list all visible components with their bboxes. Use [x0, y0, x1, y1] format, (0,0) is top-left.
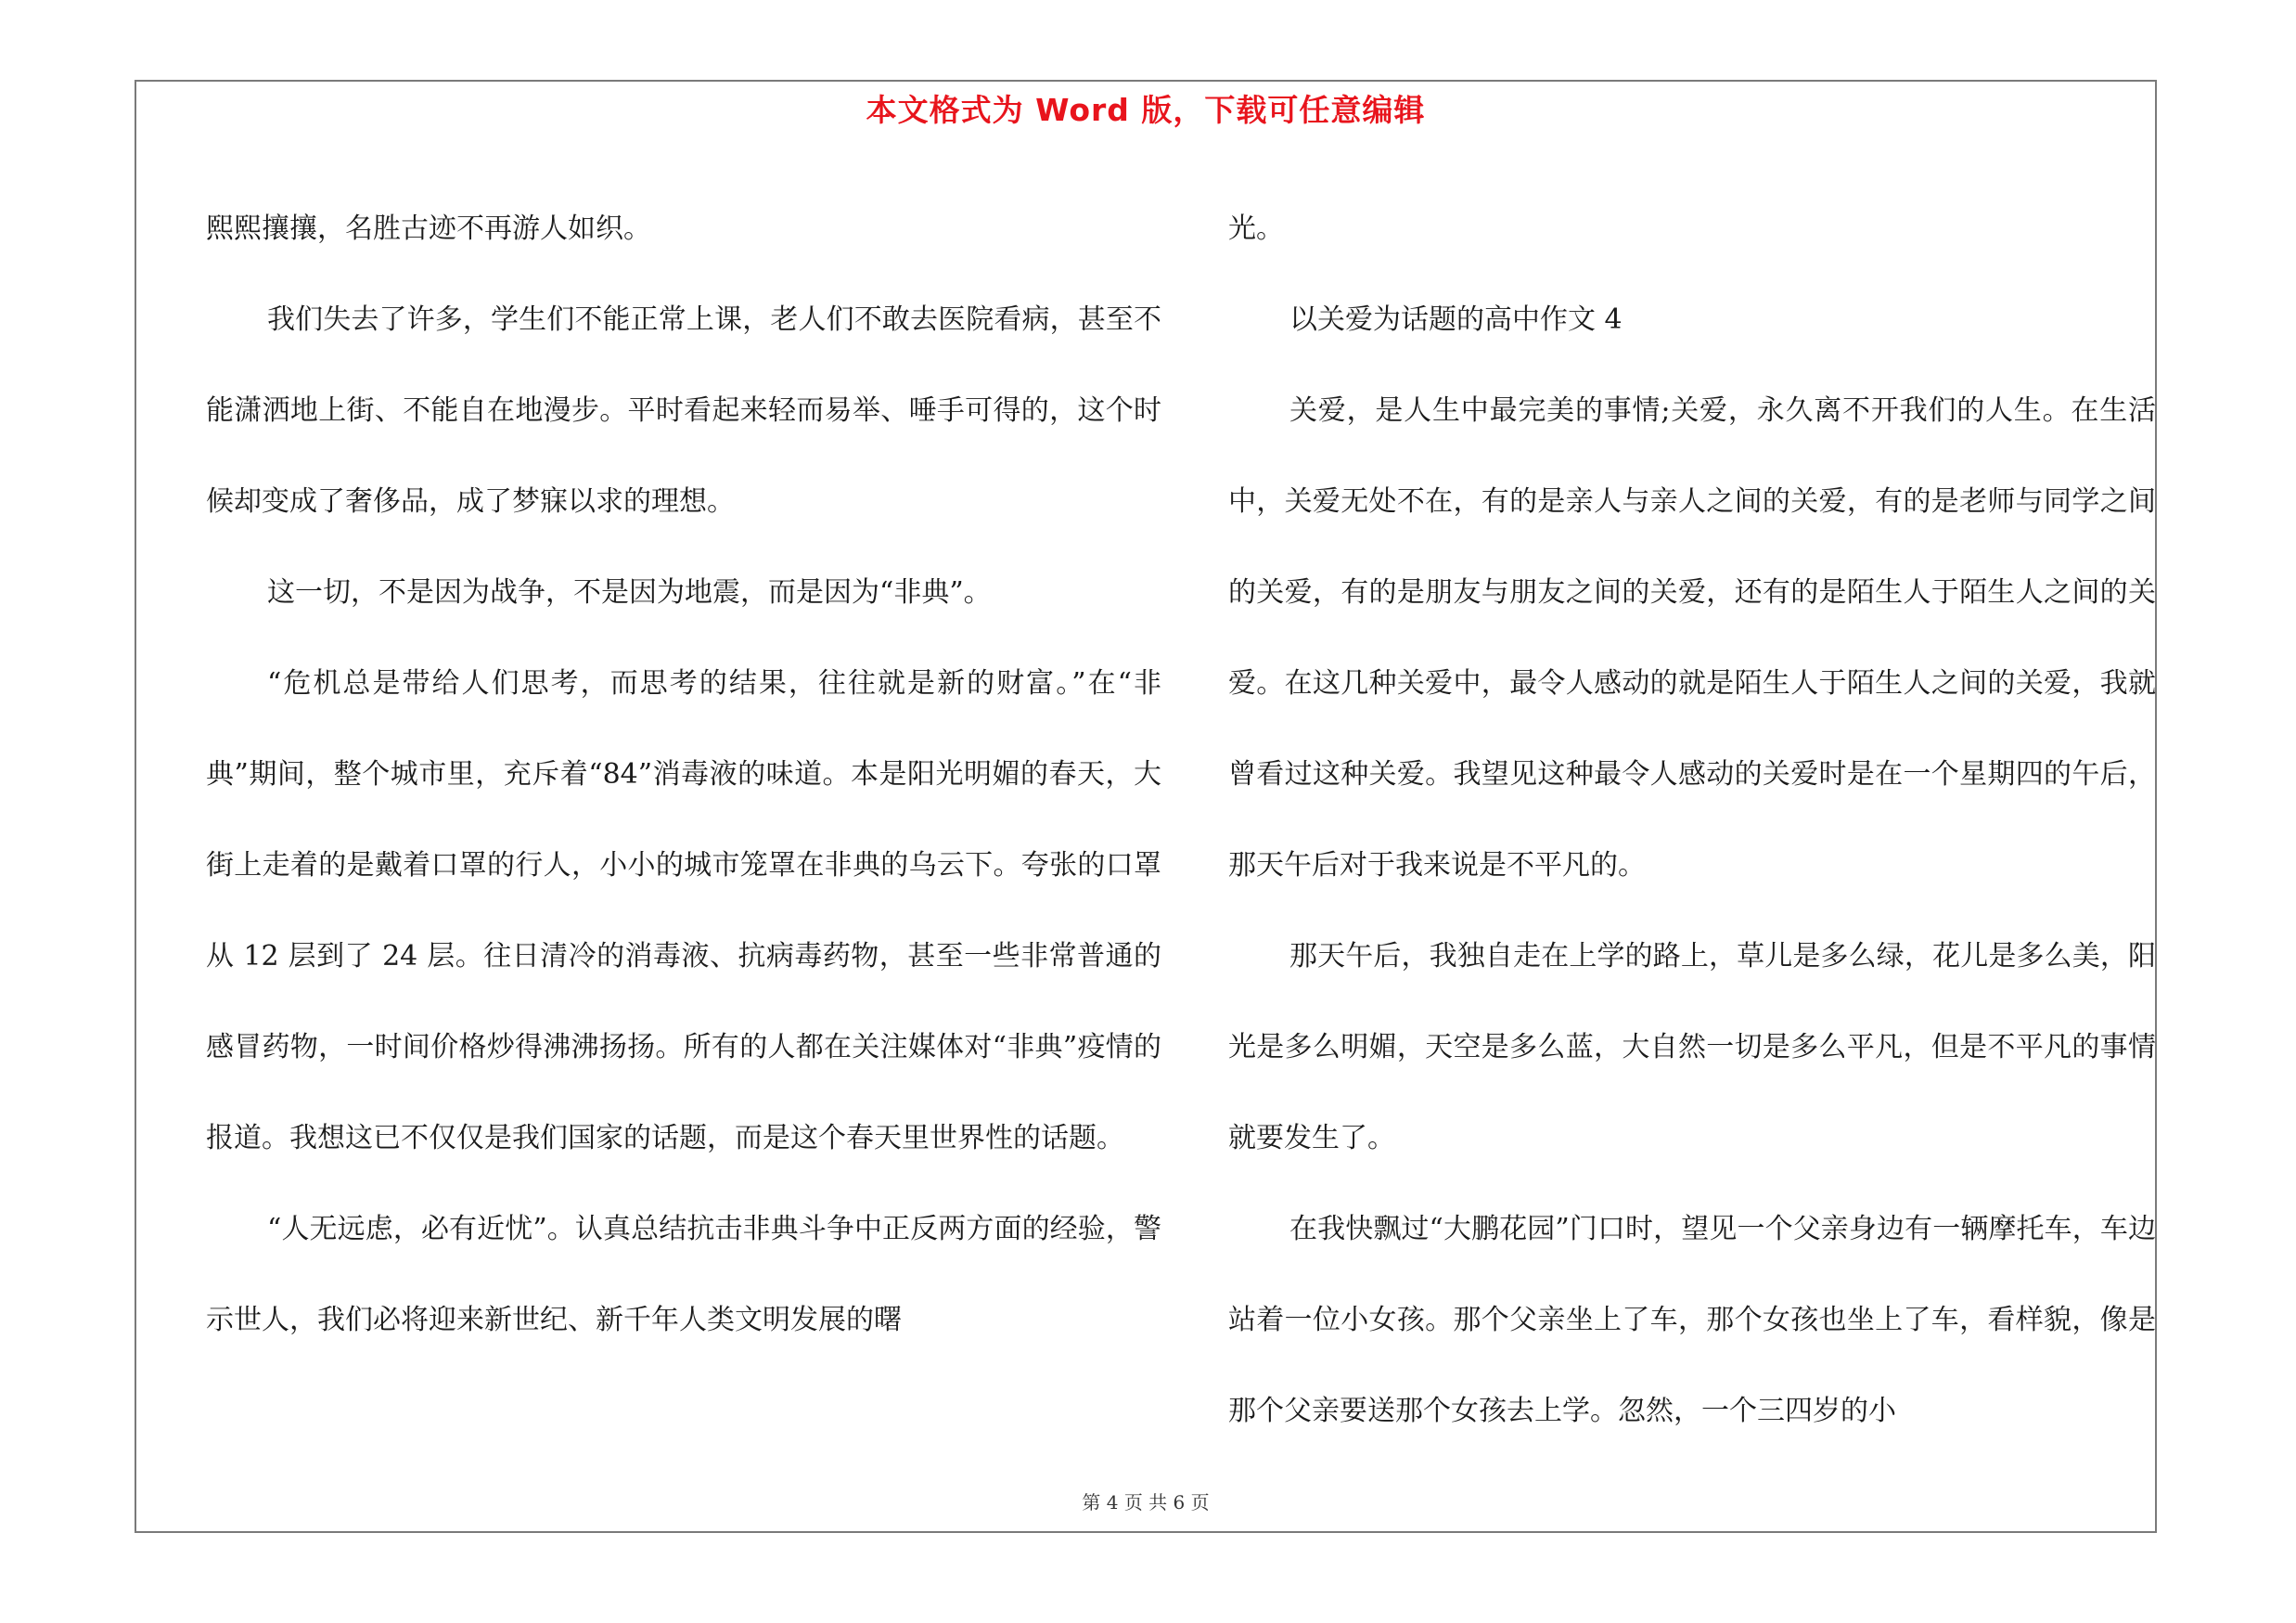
paragraph: 我们失去了许多，学生们不能正常上课，老人们不敢去医院看病，甚至不能潇洒地上街、不能自在地漫步。平时看起来轻而易举、唾手可得的，这个时候却变成了奢侈品，成了梦寐以求的理想。	[206, 303, 1161, 518]
left-text-column	[206, 184, 1161, 1366]
page-number: 第 4 页 共 6 页	[1082, 1491, 1210, 1514]
essay-heading: 以关爱为话题的高中作文 4	[1289, 303, 1623, 336]
paragraph: “人无远虑，必有近忧”。认真总结抗击非典斗争中正反两方面的经验，警示世人，我们必将迎来新世纪、新千年人类文明发展的曙	[206, 1213, 1161, 1336]
paragraph: 熙熙攘攘，名胜古迹不再游人如织。	[206, 213, 651, 245]
word-format-banner: 本文格式为 Word 版，下载可任意编辑	[866, 92, 1426, 128]
paragraph: 在我快飘过“大鹏花园”门口时，望见一个父亲身边有一辆摩托车，车边站着一位小女孩。那个父亲坐上了车，那个女孩也坐上了车，看样貌，像是那个父亲要送那个女孩去上学。忽然，一个三四岁的小	[1228, 1213, 2156, 1427]
right-text-column	[1228, 184, 2156, 1457]
paragraph: 那天午后，我独自走在上学的路上，草儿是多么绿，花儿是多么美，阳光是多么明媚，天空是多么蓝，大自然一切是多么平凡，但是不平凡的事情就要发生了。	[1228, 940, 2156, 1154]
paragraph: 关爱，是人生中最完美的事情;关爱，永久离不开我们的人生。在生活中，关爱无处不在，有的是亲人与亲人之间的关爱，有的是老师与同学之间的关爱，有的是朋友与朋友之间的关爱，还有的是陌生人于陌生人之间的关爱。在这几种关爱中，最令人感动的就是陌生人于陌生人之间的关爱，我就曾看过这种关爱。我望见这种最令人感动的关爱时是在一个星期四的午后，那天午后对于我来说是不平凡的。	[1228, 394, 2156, 882]
paragraph: “危机总是带给人们思考，而思考的结果，往往就是新的财富。”在“非典”期间，整个城市里，充斥着“84”消毒液的味道。本是阳光明媚的春天，大街上走着的是戴着口罩的行人，小小的城市笼罩在非典的乌云下。夸张的口罩从 12 层到了 24 层。往日清冷的消毒液、抗病毒药物，甚至一些非常普通的感冒药物，一时间价格炒得沸沸扬扬。所有的人都在关注媒体对“非典”疫情的报道。我想这已不仅仅是我们国家的话题，而是这个春天里世界性的话题。	[206, 667, 1161, 1154]
paragraph: 光。	[1228, 213, 1284, 245]
paragraph: 这一切，不是因为战争，不是因为地震，而是因为“非典”。	[267, 576, 992, 609]
